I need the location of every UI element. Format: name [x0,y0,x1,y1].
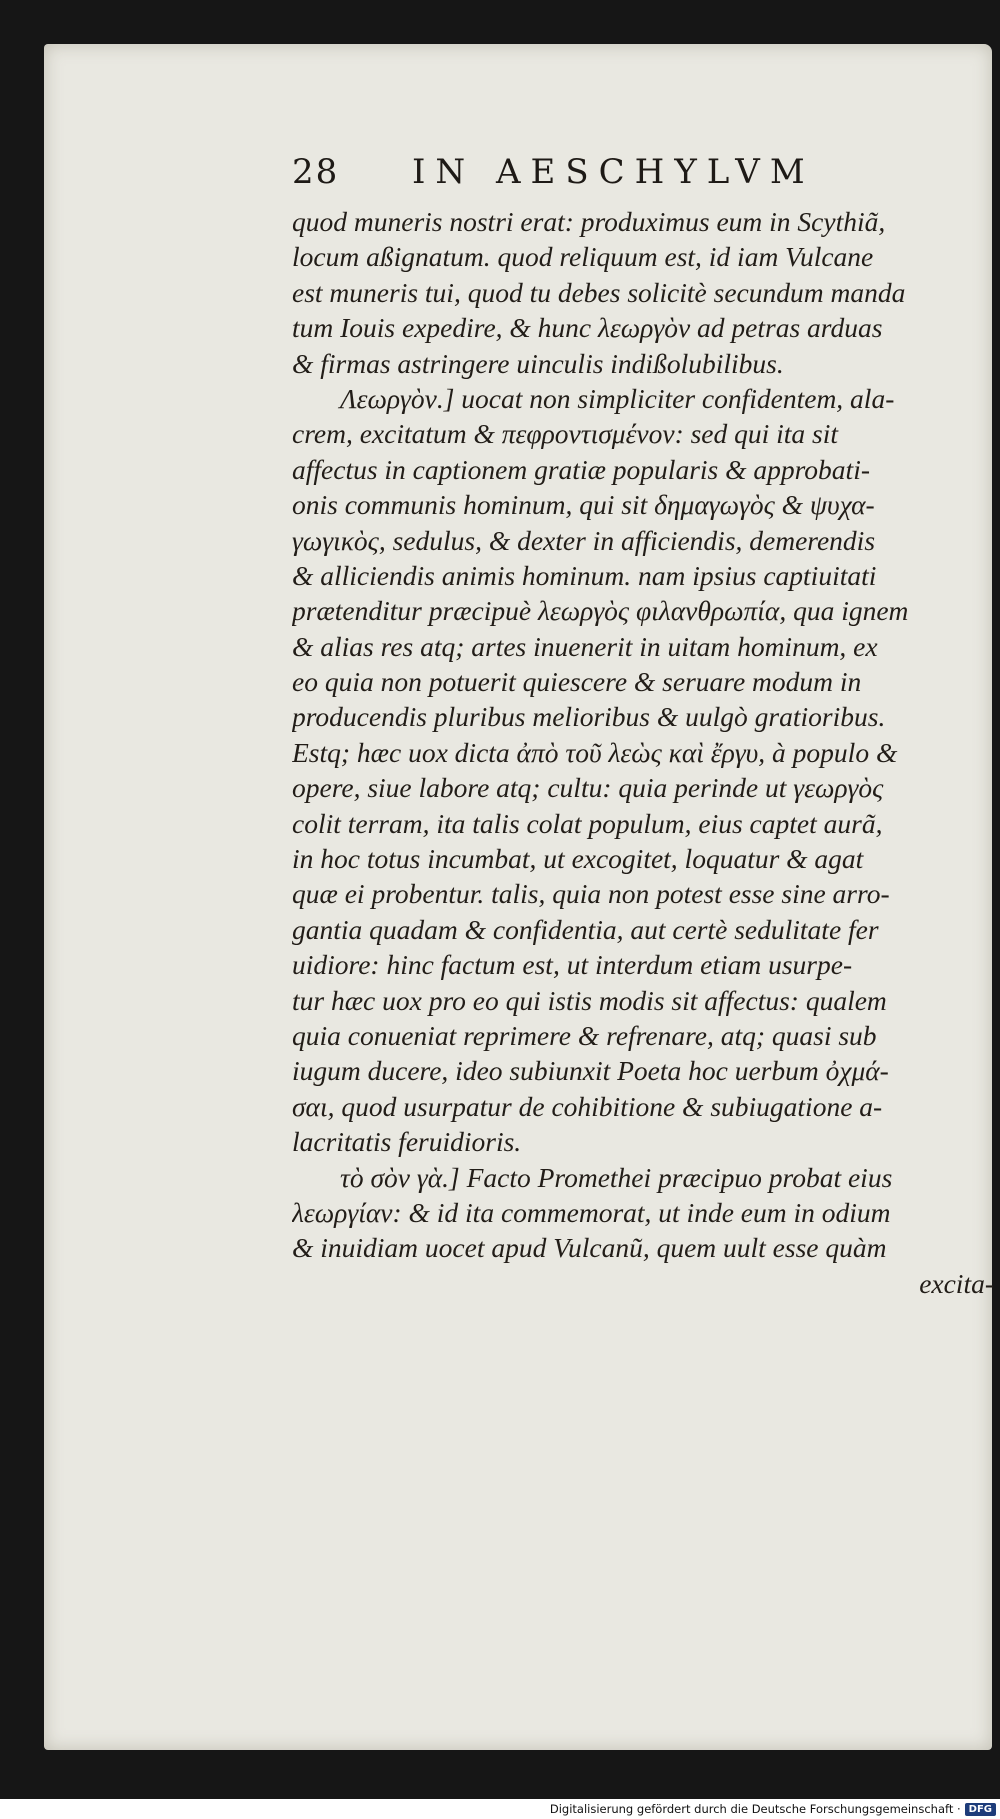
catchword: excita- [919,1267,994,1299]
text-line: eo quia non potuerit quiescere & seruare modum in [292,666,862,698]
book-page [44,44,992,1750]
text-line: onis communis hominum, qui sit δημαγωγὸς & ψυχα- [292,489,875,521]
text-line: τὸ σὸν γὰ.] Facto Promethei præcipuo probat eius [340,1161,893,1193]
text-line: & inuidiam uocet apud Vulcanũ, quem uult esse quàm [292,1232,887,1264]
running-title: IN AESCHYLVM [412,152,815,192]
text-line: prætenditur præcipuè λεωργὸς φιλανθρωπία, qua ignem [292,595,909,627]
text-line: iugum ducere, ideo subiunxit Poeta hoc uerbum ὀχμά- [292,1055,889,1087]
text-line: γωγικὸς, sedulus, & dexter in afficiendis, demerendis [292,524,876,556]
text-body [292,204,1000,1301]
text-line: Λεωργὸν.] uocat non simpliciter confidentem, ala- [340,382,895,414]
text-line: & alias res atq; artes inuenerit in uitam hominum, ex [292,630,878,662]
text-line: uidiore: hinc factum est, ut interdum etiam usurpe- [292,949,853,981]
text-line: Estq; hæc uox dicta ἀπὸ τοῦ λεὼς καὶ ἔργυ, à populo & [292,736,898,768]
text-line: est muneris tui, quod tu debes solicitè secundum manda [292,276,906,308]
text-line: quia conueniat reprimere & refrenare, atq; quasi sub [292,1019,877,1051]
text-line: affectus in captionem gratiæ popularis & approbati- [292,453,870,485]
text-line: λεωργίαν: & id ita commemorat, ut inde eum in odium [292,1196,891,1228]
page-number: 28 [292,152,340,192]
text-line: gantia quadam & confidentia, aut certè sedulitate fer [292,913,879,945]
text-line: & firmas astringere uinculis indißolubilibus. [292,347,784,379]
text-line: tur hæc uox pro eo qui istis modis sit affectus: qualem [292,984,887,1016]
text-line: σαι, quod usurpatur de cohibitione & subiugatione a- [292,1090,883,1122]
running-head [292,152,1000,204]
text-line: locum aßignatum. quod reliquum est, id iam Vulcane [292,241,874,273]
funding-credit: Digitalisierung gefördert durch die Deutsche Forschungsgemeinschaft · [549,1802,961,1816]
text-line: quod muneris nostri erat: produximus eum in Scythiã, [292,206,886,237]
text-line: colit terram, ita talis colat populum, eius captet aurã, [292,807,883,839]
text-line: lacritatis feruidioris. [292,1126,522,1158]
text-line: producendis pluribus melioribus & uulgò gratioribus. [292,701,886,733]
text-line: opere, siue labore atq; cultu: quia perinde ut γεωργὸς [292,772,884,804]
text-line: & alliciendis animis hominum. nam ipsius captiuitati [292,559,877,591]
digitization-footer [0,1799,1000,1819]
dfg-logo-icon: DFG [965,1803,996,1816]
text-line: tum Iouis expedire, & hunc λεωργὸν ad petras arduas [292,312,883,344]
page-text-block [292,152,1000,1301]
text-line: in hoc totus incumbat, ut excogitet, loquatur & agat [292,843,864,875]
text-line: quæ ei probentur. talis, quia non potest esse sine arro- [292,878,890,910]
text-line: crem, excitatum & πεφροντισμένον: sed qui ita sit [292,418,839,450]
